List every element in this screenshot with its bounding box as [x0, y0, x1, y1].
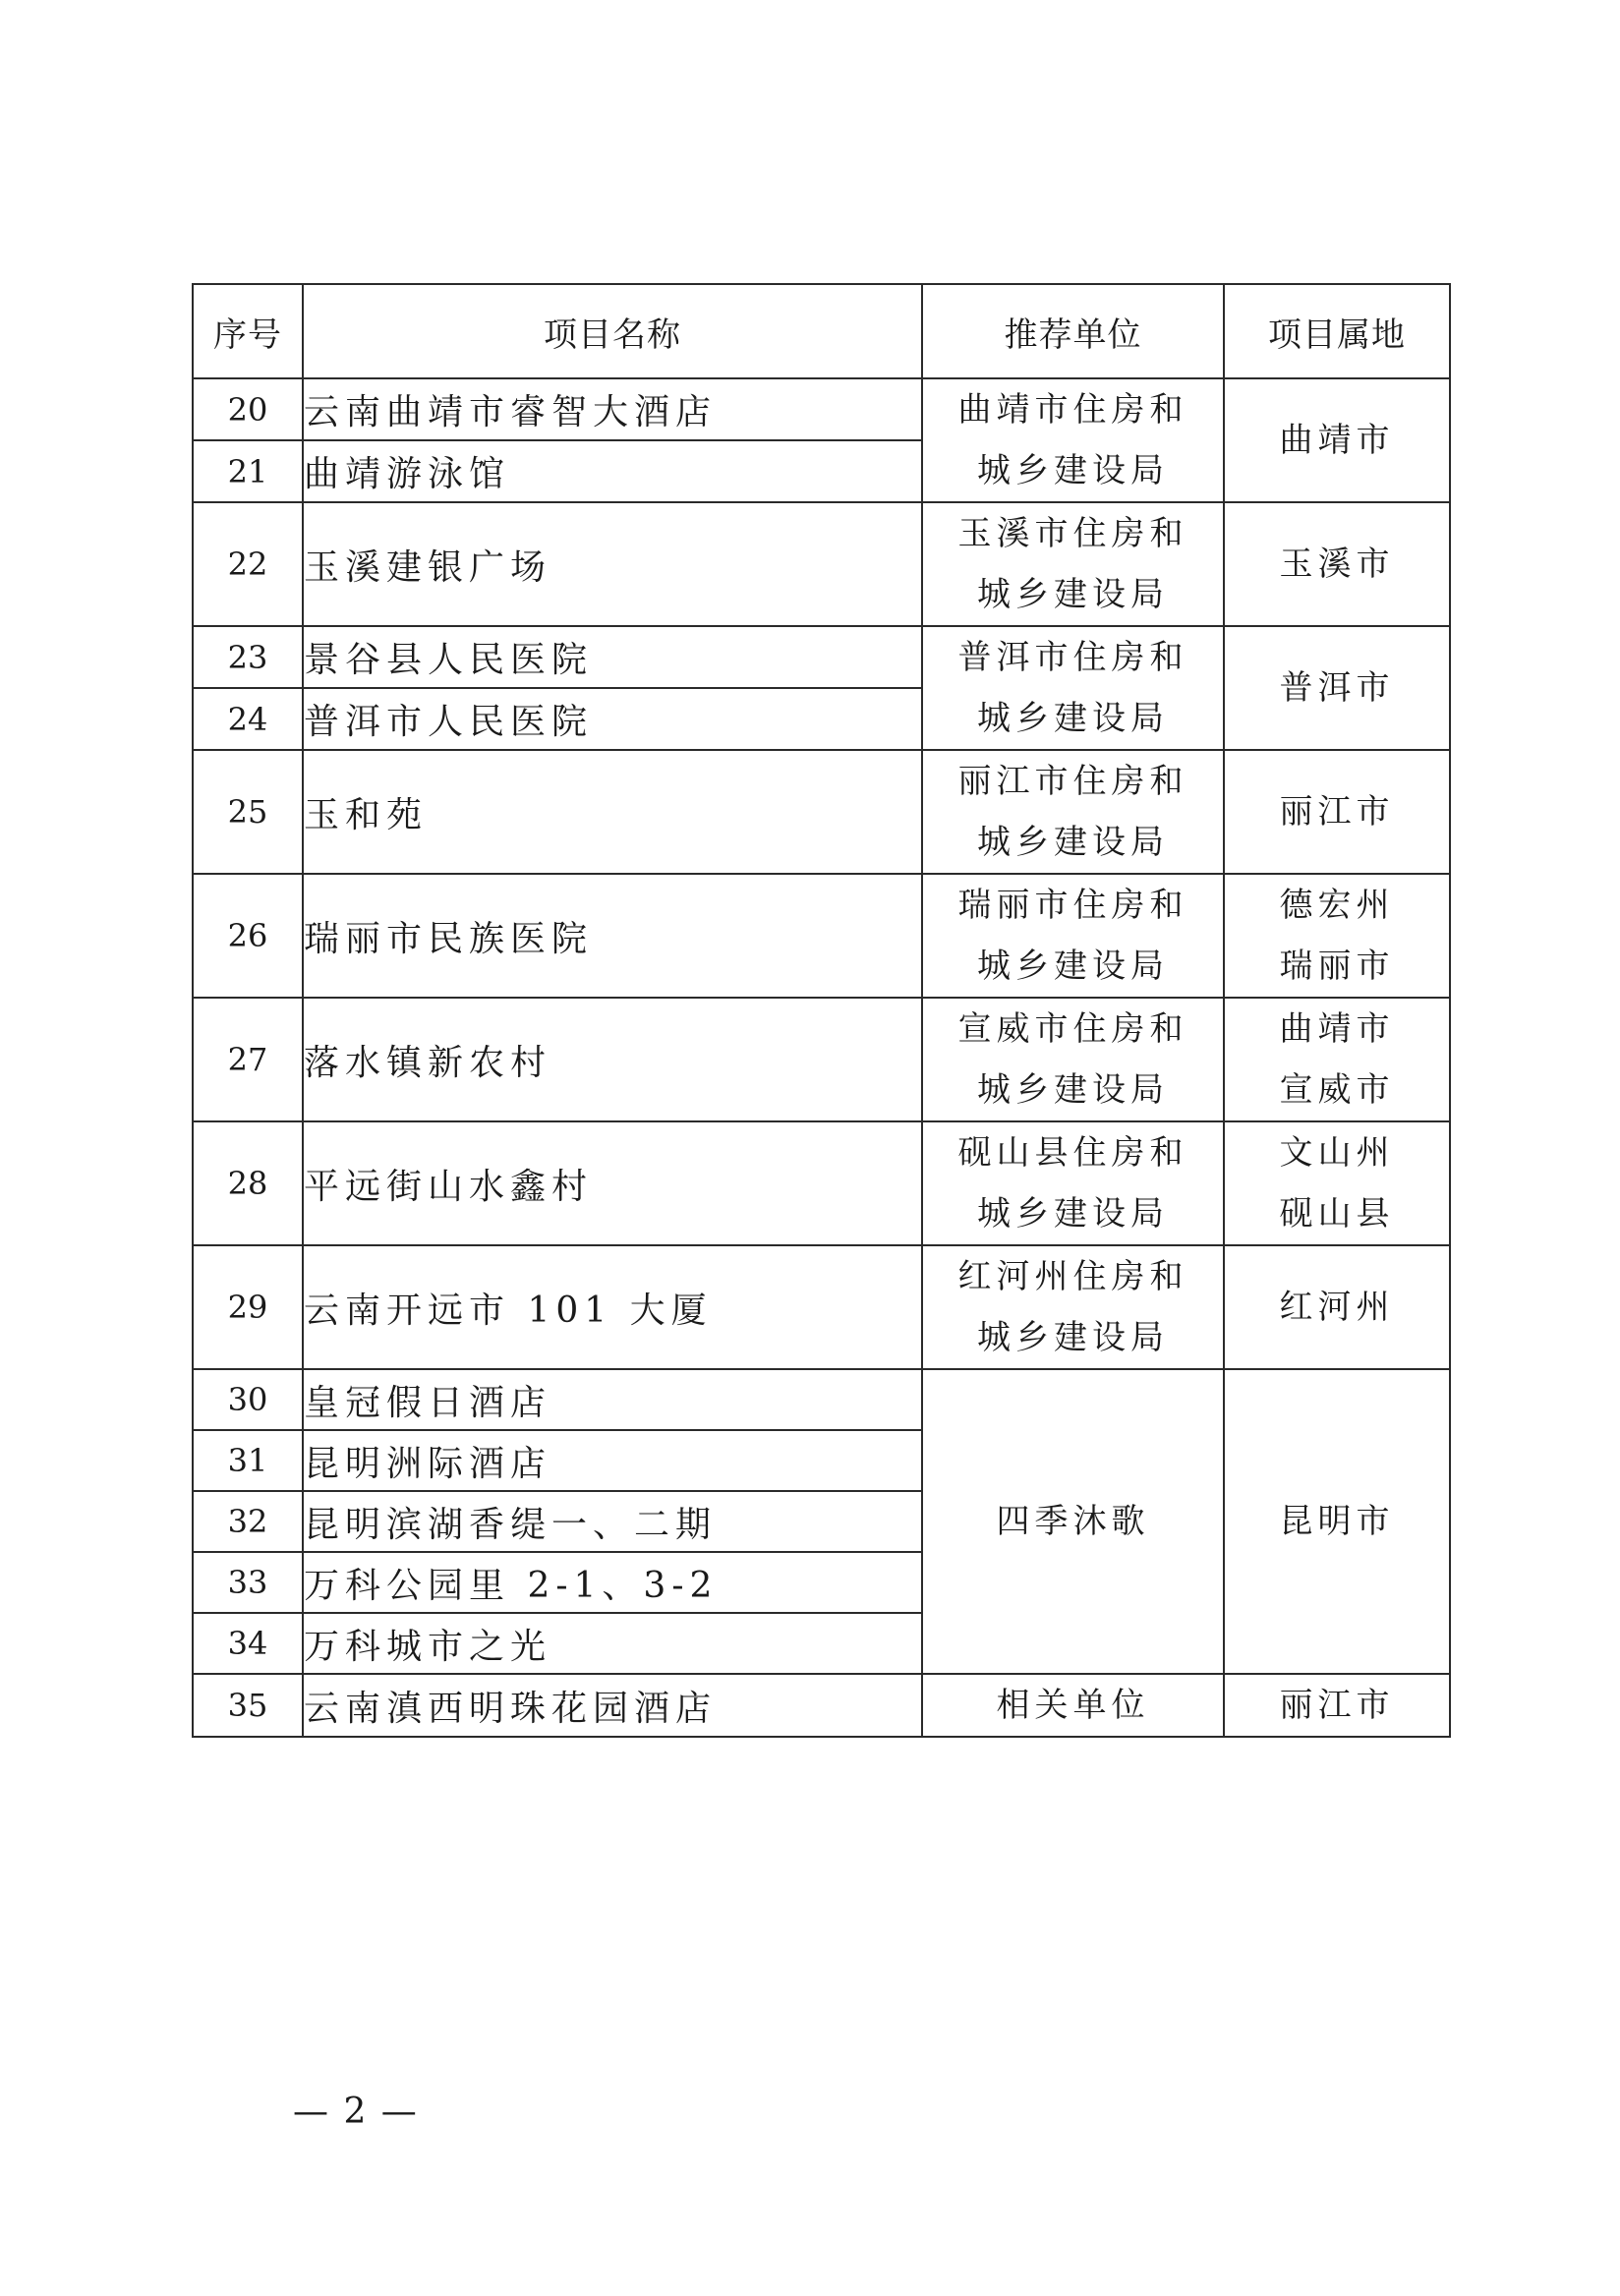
row-name: 平远街山水鑫村	[303, 1121, 922, 1245]
row-no: 21	[193, 440, 303, 502]
location-cell	[1224, 1369, 1450, 1674]
location-line: 玉溪市	[1279, 545, 1395, 584]
table-header-row	[193, 284, 1450, 378]
row-name: 云南曲靖市睿智大酒店	[303, 378, 922, 440]
row-name: 云南开远市 101 大厦	[303, 1245, 922, 1369]
row-no: 33	[193, 1552, 303, 1613]
unit-cell	[922, 1674, 1224, 1737]
location-line: 宣威市	[1279, 1070, 1395, 1110]
location-line: 昆明市	[1279, 1502, 1395, 1541]
location-line: 丽江市	[1279, 792, 1395, 832]
unit-line: 城乡建设局	[977, 1318, 1169, 1357]
page-number: — 2 —	[293, 2092, 419, 2132]
row-no: 29	[193, 1245, 303, 1369]
header-location: 项目属地	[1224, 284, 1450, 378]
unit-line: 瑞丽市住房和	[957, 886, 1188, 925]
row-no: 31	[193, 1430, 303, 1491]
unit-line: 砚山县住房和	[957, 1133, 1188, 1173]
unit-line: 曲靖市住房和	[957, 390, 1188, 430]
unit-line: 城乡建设局	[977, 947, 1169, 986]
unit-cell	[922, 1369, 1224, 1674]
location-cell	[1224, 1121, 1450, 1245]
location-line: 丽江市	[1279, 1686, 1395, 1725]
unit-line: 城乡建设局	[977, 823, 1169, 862]
unit-cell	[922, 626, 1224, 750]
location-line: 瑞丽市	[1279, 947, 1395, 986]
unit-line: 城乡建设局	[977, 699, 1169, 738]
unit-line: 红河州住房和	[957, 1257, 1188, 1296]
unit-line: 普洱市住房和	[957, 638, 1188, 677]
unit-cell	[922, 874, 1224, 998]
table-row	[193, 1369, 1450, 1430]
table-row	[193, 378, 1450, 440]
row-no: 32	[193, 1491, 303, 1552]
unit-line: 玉溪市住房和	[957, 514, 1188, 553]
row-name: 昆明洲际酒店	[303, 1430, 922, 1491]
location-line: 红河州	[1279, 1288, 1395, 1327]
row-name: 万科公园里 2-1、3-2	[303, 1552, 922, 1613]
location-cell	[1224, 750, 1450, 874]
unit-cell	[922, 502, 1224, 626]
row-no: 34	[193, 1613, 303, 1674]
table-row	[193, 998, 1450, 1121]
row-name: 云南滇西明珠花园酒店	[303, 1674, 922, 1737]
location-cell	[1224, 874, 1450, 998]
row-no: 30	[193, 1369, 303, 1430]
location-line: 德宏州	[1279, 886, 1395, 925]
row-name: 万科城市之光	[303, 1613, 922, 1674]
table-row	[193, 1674, 1450, 1737]
row-name: 曲靖游泳馆	[303, 440, 922, 502]
projects-table	[192, 283, 1451, 1738]
table-row	[193, 502, 1450, 626]
table-row	[193, 874, 1450, 998]
row-name: 落水镇新农村	[303, 998, 922, 1121]
location-cell	[1224, 1245, 1450, 1369]
header-no: 序号	[193, 284, 303, 378]
row-name: 昆明滨湖香缇一、二期	[303, 1491, 922, 1552]
header-unit: 推荐单位	[922, 284, 1224, 378]
table-row	[193, 1121, 1450, 1245]
unit-line: 城乡建设局	[977, 1070, 1169, 1110]
location-cell	[1224, 378, 1450, 502]
row-no: 23	[193, 626, 303, 688]
row-name: 景谷县人民医院	[303, 626, 922, 688]
row-no: 25	[193, 750, 303, 874]
unit-cell	[922, 998, 1224, 1121]
location-line: 曲靖市	[1279, 1009, 1395, 1049]
unit-line: 四季沐歌	[996, 1502, 1150, 1541]
row-no: 24	[193, 688, 303, 750]
row-name: 瑞丽市民族医院	[303, 874, 922, 998]
row-no: 22	[193, 502, 303, 626]
table-row	[193, 1245, 1450, 1369]
header-name: 项目名称	[303, 284, 922, 378]
location-line: 砚山县	[1279, 1194, 1395, 1234]
unit-cell	[922, 378, 1224, 502]
unit-cell	[922, 1245, 1224, 1369]
unit-cell	[922, 1121, 1224, 1245]
row-name: 皇冠假日酒店	[303, 1369, 922, 1430]
unit-line: 丽江市住房和	[957, 762, 1188, 801]
table-row	[193, 626, 1450, 688]
row-name: 玉和苑	[303, 750, 922, 874]
unit-line: 城乡建设局	[977, 575, 1169, 614]
location-cell	[1224, 626, 1450, 750]
unit-cell	[922, 750, 1224, 874]
row-no: 27	[193, 998, 303, 1121]
location-line: 曲靖市	[1279, 421, 1395, 460]
location-cell	[1224, 502, 1450, 626]
unit-line: 宣威市住房和	[957, 1009, 1188, 1049]
location-cell	[1224, 1674, 1450, 1737]
row-no: 20	[193, 378, 303, 440]
row-no: 26	[193, 874, 303, 998]
row-no: 35	[193, 1674, 303, 1737]
row-name: 玉溪建银广场	[303, 502, 922, 626]
unit-line: 城乡建设局	[977, 451, 1169, 490]
location-line: 文山州	[1279, 1133, 1395, 1173]
row-no: 28	[193, 1121, 303, 1245]
location-cell	[1224, 998, 1450, 1121]
row-name: 普洱市人民医院	[303, 688, 922, 750]
unit-line: 相关单位	[996, 1686, 1150, 1725]
location-line: 普洱市	[1279, 668, 1395, 708]
table-row	[193, 750, 1450, 874]
unit-line: 城乡建设局	[977, 1194, 1169, 1234]
